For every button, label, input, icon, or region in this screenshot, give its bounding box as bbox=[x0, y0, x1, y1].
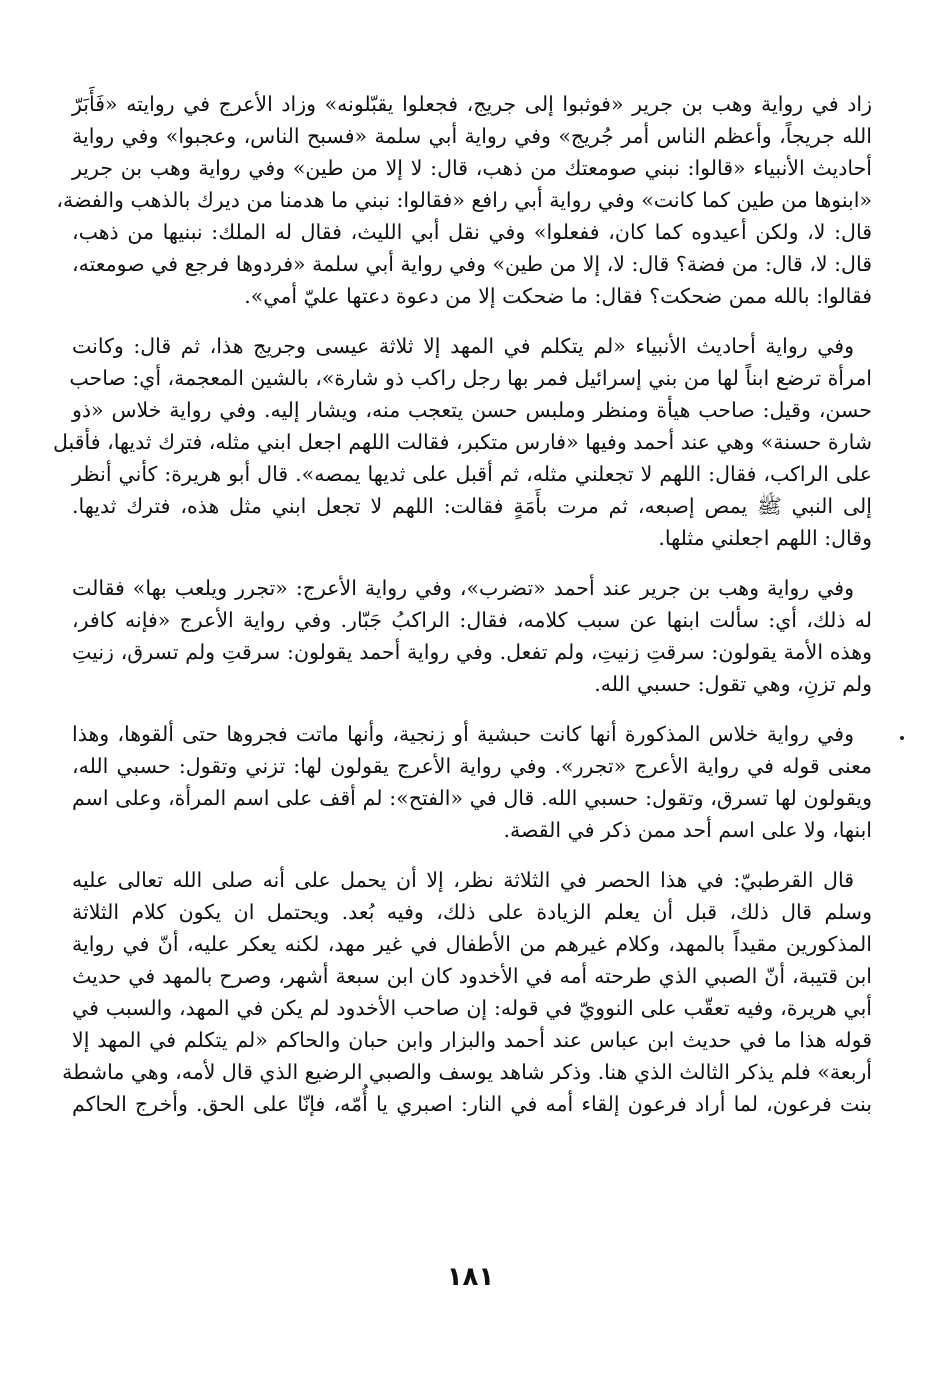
text-line: أحاديث الأنبياء «قالوا: نبني صومعتك من ذهب، قال: لا إلا من طين» وفي رواية وهب بن جرير bbox=[72, 156, 872, 180]
text-line: قال: لا، قال: من فضة؟ قال: لا، إلا من طين» وفي رواية أبي سلمة «فردوها فرجع في صومعته، bbox=[72, 252, 872, 276]
paragraph-2 bbox=[53, 330, 872, 554]
text-line: ابنها، ولا على اسم أحد ممن ذكر في القصة. bbox=[503, 818, 872, 842]
text-line: إلى النبي ﷺ يمص إصبعه، ثم مرت بأَمَةٍ فقالت: اللهم لا تجعل ابني مثل هذه، فترك ثديها. bbox=[72, 494, 872, 518]
text-line: ويقولون لها تسرق، وتقول: حسبي الله. قال في «الفتح»: لم أقف على اسم المرأة، وعلى اسم bbox=[72, 786, 872, 810]
text-line: قال القرطبيّ: في هذا الحصر في الثلاثة نظر، إلا أن يحمل على أنه صلى الله تعالى عليه bbox=[72, 868, 854, 892]
paragraph-3 bbox=[72, 572, 872, 700]
text-line: ولم تزنِ، وهي تقول: حسبي الله. bbox=[594, 672, 872, 696]
text-line: وهذه الأمة يقولون: سرقتِ زنيتِ، ولم تفعل. وفي رواية أحمد يقولون: سرقتِ ولم تسرق، زنيتِ bbox=[72, 640, 872, 664]
text-line: زاد في رواية وهب بن جرير «فوثبوا إلى جريج، فجعلوا يقبّلونه» وزاد الأعرج في روايته «فَأَبَرّ bbox=[72, 92, 872, 116]
text-line: شارة حسنة» وهي عند أحمد وفيها «فارس متكبر، فقالت اللهم اجعل ابني مثله، فترك ثديها، فأقبل bbox=[53, 430, 872, 454]
paragraph-4 bbox=[72, 718, 872, 846]
document-page bbox=[53, 88, 872, 1138]
text-line: وفي رواية وهب بن جرير عند أحمد «تضرب»، وفي رواية الأعرج: «تجرر ويلعب بها» فقالت bbox=[72, 576, 854, 600]
text-line: قال: لا، ولكن أعيدوه كما كان، ففعلوا» وفي نقل أبي الليث، فقال له الملك: نبنيها من ذهب، bbox=[72, 220, 872, 244]
text-line: الله جريجاً، وأعظم الناس أمر جُريج» وفي رواية أبي سلمة «فسبح الناس، وعجبوا» وفي رواية bbox=[72, 124, 872, 148]
text-line: المذكورين مقيداً بالمهد، وكلام غيرهم من الأطفال في غير مهد، لكنه يعكر عليه، أنّ في رواية bbox=[72, 932, 872, 956]
text-line: «ابنوها من طين كما كانت» وفي رواية أبي رافع «فقالوا: نبني ما هدمنا من ديرك بالذهب والفضة، bbox=[56, 188, 872, 212]
text-line: له ذلك، أي: سألت ابنها عن سبب كلامه، فقال: الراكبُ جَبّار. وفي رواية الأعرج «فإنه كافر، bbox=[72, 608, 872, 632]
paragraph-5 bbox=[62, 864, 872, 1120]
text-line: حسن، وقيل: صاحب هيأة ومنظر وملبس حسن يتعجب منه، ويشار إليه. وفي رواية خلاس «ذو bbox=[72, 398, 872, 422]
text-line: امرأة ترضع ابناً لها من بني إسرائيل فمر بها رجل راكب ذو شارة»، بالشين المعجمة، أي: صاحب bbox=[69, 366, 872, 390]
margin-dot bbox=[900, 736, 904, 740]
text-line: أبي هريرة، وفيه تعقّب على النوويّ في قوله: إن صاحب الأخدود لم يكن في المهد، والسبب في bbox=[72, 996, 872, 1020]
text-line: ابن قتيبة، أنّ الصبي الذي طرحته أمه في الأخدود كان ابن سبعة أشهر، وصرح بالمهد في حديث bbox=[72, 964, 872, 988]
paragraph-1 bbox=[56, 88, 872, 312]
text-line: فقالوا: بالله ممن ضحكت؟ فقال: ما ضحكت إلا من دعوة دعتها عليّ أمي». bbox=[244, 284, 872, 308]
text-line: قوله هذا ما في حديث ابن عباس عند أحمد والبزار وابن حبان والحاكم «لم يتكلم في المهد إلا bbox=[72, 1028, 872, 1052]
text-line: وقال: اللهم اجعلني مثلها. bbox=[658, 526, 872, 550]
text-line: أربعة» فلم يذكر الثالث الذي هنا. وذكر شاهد يوسف والصبي الرضيع الذي قال لأمه، وهي ماشطة bbox=[62, 1060, 872, 1084]
text-line: معنى قوله في رواية الأعرج «تجرر». وفي رواية الأعرج يقولون لها: تزني وتقول: حسبي الله، bbox=[72, 754, 872, 778]
text-line: وفي رواية خلاس المذكورة أنها كانت حبشية أو زنجية، وأنها ماتت فجروها حتى ألقوها، وهذا bbox=[72, 722, 854, 746]
text-line: على الراكب، فقال: اللهم لا تجعلني مثله، ثم أقبل على ثديها يمصه». قال أبو هريرة: كأني أنظر bbox=[72, 462, 872, 486]
text-line: بنت فرعون، لما أراد فرعون إلقاء أمه في النار: اصبري يا أُمّه، فإنّا على الحق. وأخرج الحاكم bbox=[72, 1092, 872, 1116]
page-number: ١٨١ bbox=[446, 1262, 495, 1292]
text-line: وسلم قال ذلك، قبل أن يعلم الزيادة على ذلك، وفيه بُعد. ويحتمل ان يكون كلام الثلاثة bbox=[72, 900, 872, 924]
text-line: وفي رواية أحاديث الأنبياء «لم يتكلم في المهد إلا ثلاثة عيسى وجريج هذا، ثم قال: وكانت bbox=[72, 334, 854, 358]
